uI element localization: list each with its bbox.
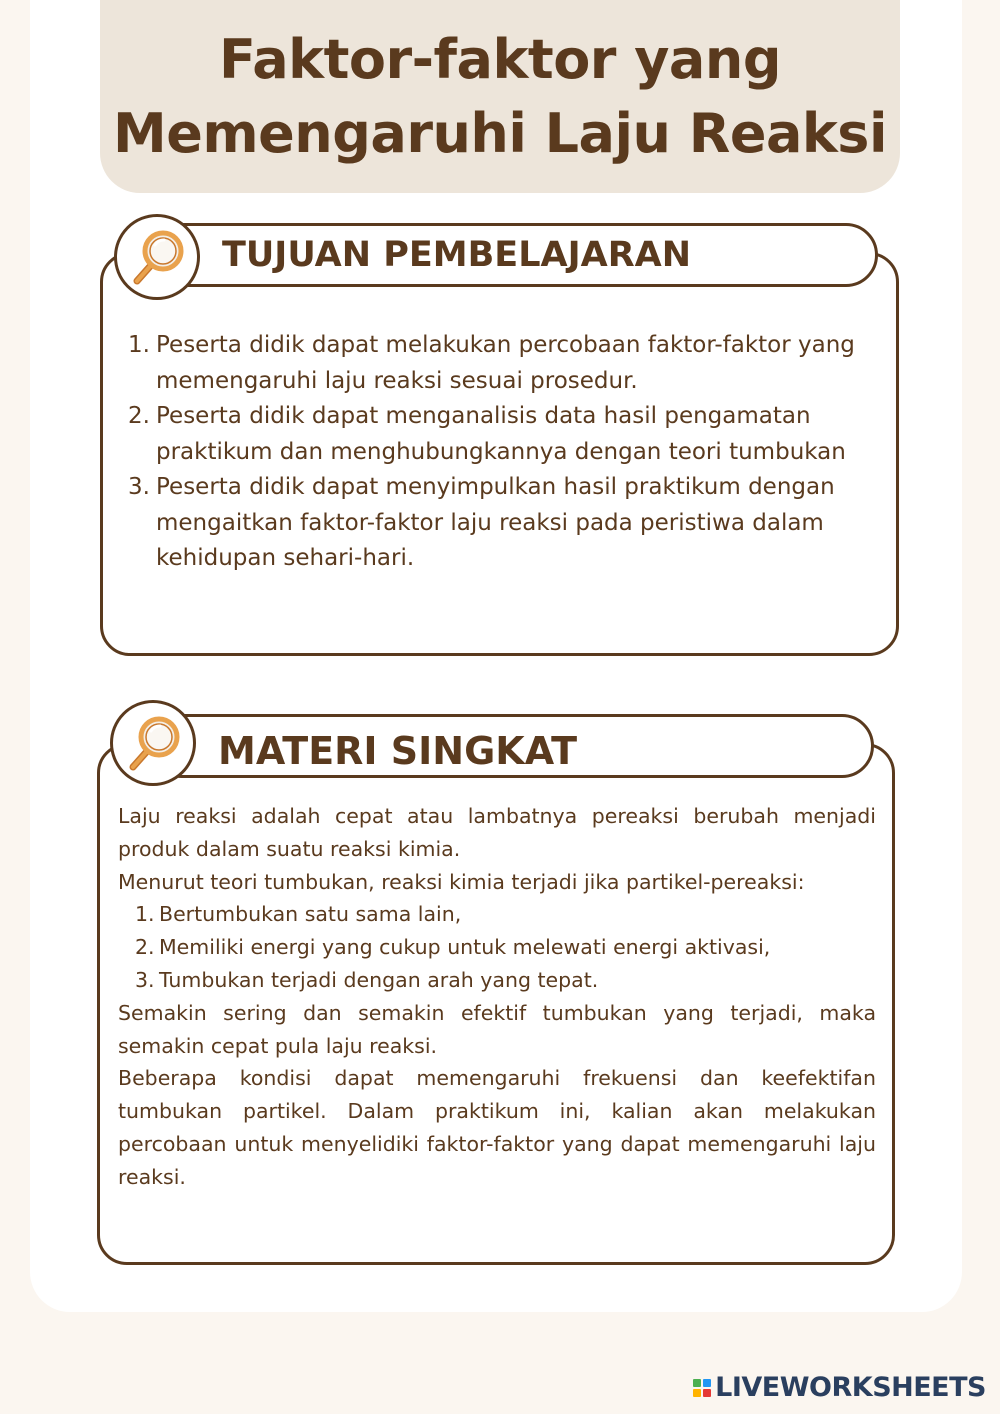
- materi-list: [118, 898, 876, 996]
- title-banner: [100, 0, 900, 193]
- logo-text: LIVEWORKSHEETS: [715, 1372, 986, 1403]
- liveworksheets-logo: [693, 1372, 986, 1403]
- magnifying-glass-icon: [125, 225, 189, 289]
- title-line-1: Faktor-faktor yang: [219, 27, 781, 91]
- materi-paragraph-1: Laju reaksi adalah cepat atau lambatnya pereaksi berubah menjadi produk dalam suatu reaksi kimia.: [118, 804, 876, 861]
- list-item: Bertumbukan satu sama lain,: [159, 902, 462, 927]
- tujuan-heading: TUJUAN PEMBELAJARAN: [222, 235, 692, 275]
- list-item: Peserta didik dapat menganalisis data hasil pengamatan praktikum dan menghubungkannya dengan teori tumbukan: [156, 403, 846, 465]
- tujuan-icon-circle: [114, 214, 200, 300]
- list-item: Memiliki energi yang cukup untuk melewati energi aktivasi,: [159, 935, 771, 960]
- page-title: [113, 23, 887, 171]
- list-item: Tumbukan terjadi dengan arah yang tepat.: [159, 967, 599, 992]
- magnifying-glass-icon: [121, 711, 185, 775]
- materi-body: [118, 800, 876, 1194]
- list-item: Peserta didik dapat menyimpulkan hasil praktikum dengan mengaitkan faktor-faktor laju reaksi pada peristiwa dalam kehidupan sehari-hari.: [156, 474, 835, 571]
- logo-blocks-icon: [693, 1379, 711, 1397]
- materi-paragraph-2: Menurut teori tumbukan, reaksi kimia terjadi jika partikel-pereaksi:: [118, 869, 805, 894]
- materi-icon-circle: [110, 700, 196, 786]
- list-item: Peserta didik dapat melakukan percobaan faktor-faktor yang memengaruhi laju reaksi sesuai prosedur.: [156, 332, 855, 394]
- materi-heading: MATERI SINGKAT: [218, 729, 578, 773]
- tujuan-list: [128, 328, 888, 577]
- materi-paragraph-3: Semakin sering dan semakin efektif tumbukan yang terjadi, maka semakin cepat pula laju reaksi.: [118, 1000, 876, 1058]
- materi-paragraph-4: Beberapa kondisi dapat memengaruhi frekuensi dan keefektifan tumbukan partikel. Dalam praktikum ini, kalian akan melakukan percobaan untuk menyelidiki faktor-faktor yang dapat memengaruhi laju reaksi.: [118, 1066, 876, 1189]
- title-line-2: Memengaruhi Laju Reaksi: [113, 101, 887, 165]
